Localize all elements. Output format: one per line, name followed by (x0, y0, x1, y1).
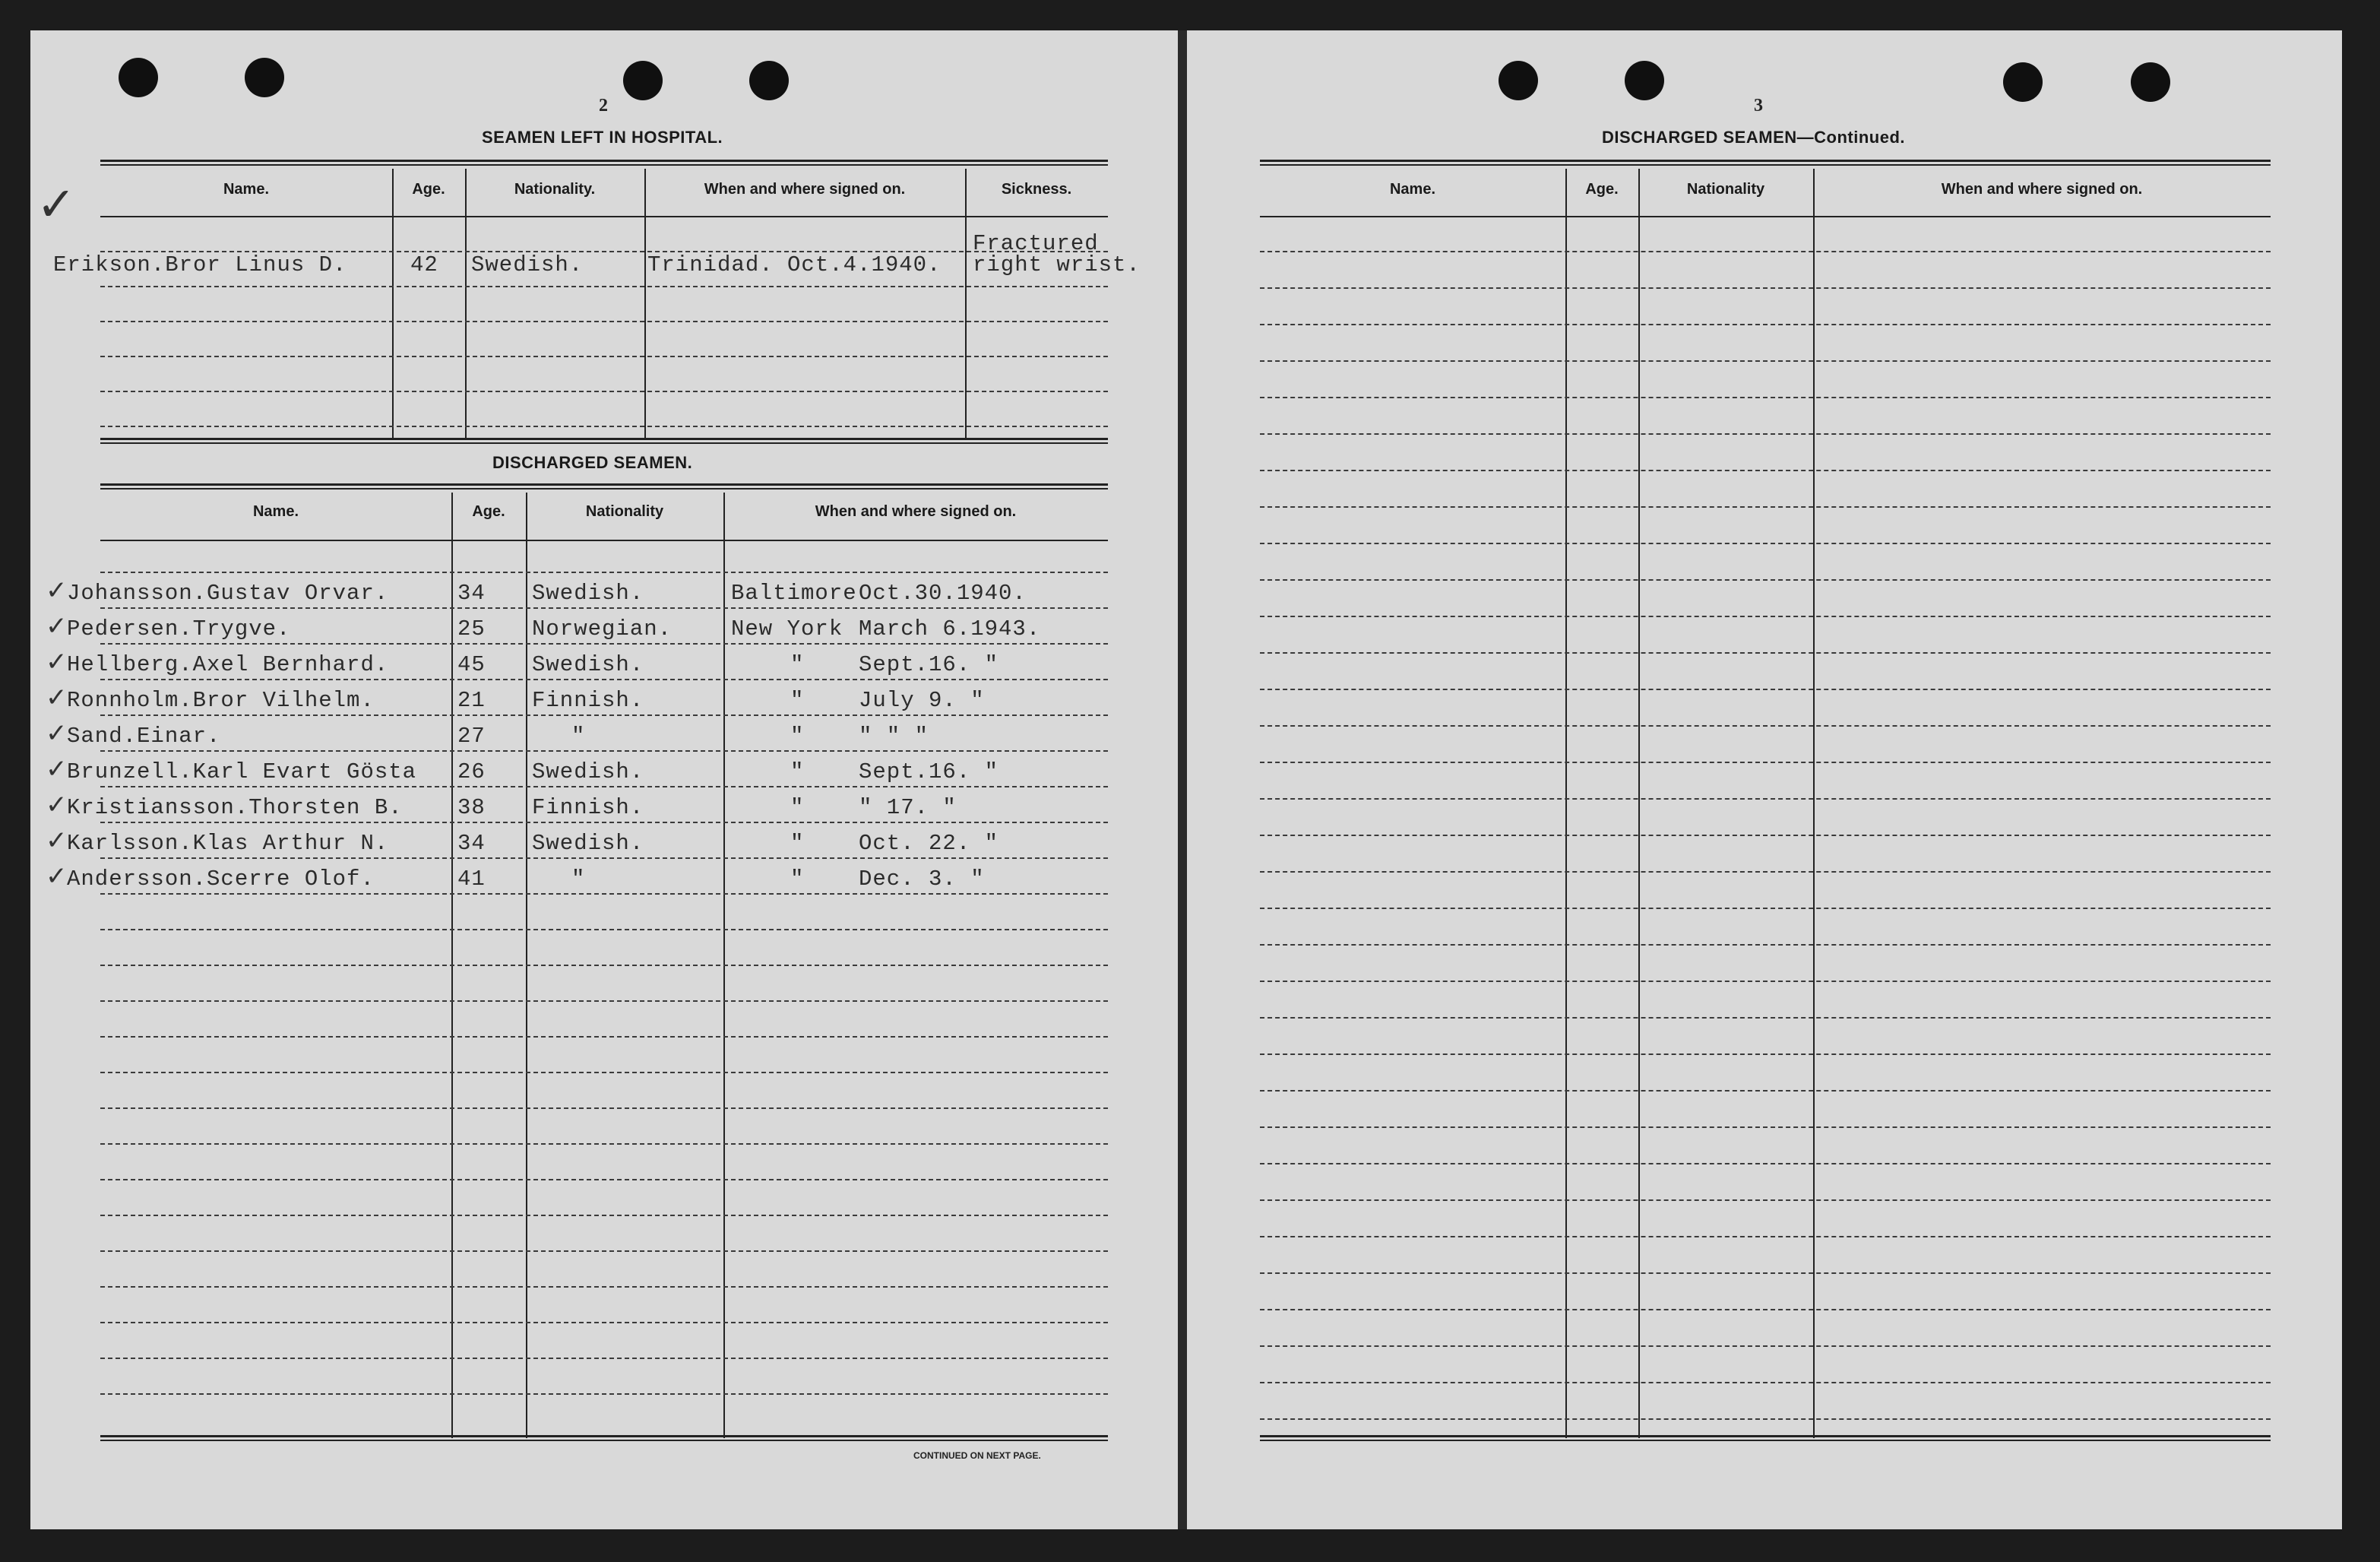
discharged-top-rule (100, 483, 1108, 490)
right-header-age: Age. (1585, 181, 1619, 198)
punch-hole (1625, 61, 1664, 100)
right-header-rule (1260, 216, 2271, 217)
hospital-entry-sickness: Fractured (973, 231, 1099, 256)
seaman-signed-on-place: " (790, 867, 805, 892)
check-mark: ✓ (46, 754, 68, 784)
ruled-line (100, 1143, 1108, 1145)
seaman-signed-on-date: March 6.1943. (859, 616, 1041, 642)
seaman-signed-on-date: Oct. 22. " (859, 831, 999, 856)
hospital-entry-name: Erikson.Bror Linus D. (53, 252, 347, 277)
seaman-signed-on-date: Sept.16. " (859, 652, 999, 677)
ruled-line (1260, 287, 2271, 289)
column-divider (1813, 169, 1815, 1438)
page-gutter (1178, 30, 1187, 1529)
ruled-line (1260, 543, 2271, 544)
ruled-line (1260, 579, 2271, 581)
ruled-line (100, 1215, 1108, 1216)
hospital-bottom-rule (100, 438, 1108, 444)
seaman-age: 26 (457, 759, 486, 784)
seaman-name: Brunzell.Karl Evart Gösta (67, 759, 417, 784)
check-mark: ✓ (46, 825, 68, 856)
ruled-line (100, 965, 1108, 966)
ruled-line (1260, 1309, 2271, 1310)
ruled-line (100, 1358, 1108, 1359)
ruled-line (1260, 908, 2271, 909)
check-mark: ✓ (36, 176, 76, 232)
ruled-line (1260, 1017, 2271, 1019)
seaman-signed-on-date: " " " (859, 724, 929, 749)
hospital-entry-nationality: Swedish. (471, 252, 584, 277)
hospital-header-nationality: Nationality. (514, 181, 596, 198)
ruled-line (1260, 324, 2271, 325)
hospital-entry-signed-on: Trinidad. Oct.4.1940. (647, 252, 942, 277)
ruled-line (100, 607, 1108, 609)
discharged-header-nationality: Nationality (585, 503, 664, 520)
hospital-header-sickness: Sickness. (1001, 181, 1072, 198)
seaman-nationality: " (571, 867, 586, 892)
discharged-bottom-rule (100, 1435, 1108, 1441)
punch-hole (119, 58, 158, 97)
check-mark: ✓ (46, 861, 68, 892)
hospital-entry-age: 42 (410, 252, 438, 277)
ruled-line (1260, 1126, 2271, 1128)
seaman-signed-on-date: Oct.30.1940. (859, 581, 1027, 606)
ruled-line (100, 643, 1108, 645)
ruled-line (100, 1286, 1108, 1288)
ruled-line (100, 1107, 1108, 1109)
punch-hole (1499, 61, 1538, 100)
seaman-signed-on-date: " 17. " (859, 795, 957, 820)
seaman-nationality: Swedish. (532, 759, 644, 784)
ruled-line (1260, 1345, 2271, 1347)
seaman-name: Sand.Einar. (67, 724, 221, 749)
seaman-age: 21 (457, 688, 486, 713)
ruled-line (1260, 360, 2271, 362)
ruled-line (100, 893, 1108, 895)
ruled-line (1260, 616, 2271, 617)
discharged-header-signed-on: When and where signed on. (815, 503, 1017, 520)
ruled-line (100, 1179, 1108, 1180)
ruled-line (100, 679, 1108, 680)
ruled-line (1260, 1236, 2271, 1237)
seaman-signed-on-place: " (790, 759, 805, 784)
seaman-name: Andersson.Scerre Olof. (67, 867, 375, 892)
ruled-line (100, 426, 1108, 427)
ruled-line (1260, 835, 2271, 836)
punch-hole (245, 58, 284, 97)
seaman-signed-on-place: Baltimore (731, 581, 857, 606)
ruled-line (100, 822, 1108, 823)
seaman-name: Kristiansson.Thorsten B. (67, 795, 403, 820)
hospital-header-name: Name. (223, 181, 270, 198)
seaman-signed-on-place: " (790, 795, 805, 820)
seaman-signed-on-place: New York (731, 616, 843, 642)
ruled-line (1260, 1272, 2271, 1274)
ruled-line (1260, 689, 2271, 690)
ruled-line (1260, 433, 2271, 435)
seaman-name: Pedersen.Trygve. (67, 616, 291, 642)
seaman-signed-on-date: Dec. 3. " (859, 867, 985, 892)
right-bottom-rule (1260, 1435, 2271, 1441)
punch-hole (2003, 62, 2043, 102)
ruled-line (100, 286, 1108, 287)
ruled-line (1260, 981, 2271, 982)
check-mark: ✓ (46, 683, 68, 713)
seaman-nationality: Swedish. (532, 652, 644, 677)
seaman-age: 25 (457, 616, 486, 642)
ruled-line (100, 1072, 1108, 1073)
seaman-name: Johansson.Gustav Orvar. (67, 581, 389, 606)
ruled-line (1260, 725, 2271, 727)
left-page (30, 30, 1178, 1529)
seaman-signed-on-date: July 9. " (859, 688, 985, 713)
ruled-line (100, 321, 1108, 322)
ruled-line (1260, 1418, 2271, 1420)
check-mark: ✓ (46, 647, 68, 677)
check-mark: ✓ (46, 575, 68, 606)
column-divider (465, 169, 467, 439)
ruled-line (1260, 1163, 2271, 1164)
ruled-line (1260, 1382, 2271, 1383)
hospital-header-signed-on: When and where signed on. (704, 181, 906, 198)
ruled-line (1260, 397, 2271, 398)
punch-hole (2131, 62, 2170, 102)
continued-section-title: DISCHARGED SEAMEN—Continued. (1602, 128, 1905, 147)
right-top-rule (1260, 160, 2271, 166)
ruled-line (1260, 1053, 2271, 1055)
seaman-signed-on-date: Sept.16. " (859, 759, 999, 784)
ruled-line (100, 356, 1108, 357)
ruled-line (1260, 798, 2271, 800)
ruled-line (100, 1000, 1108, 1002)
seaman-signed-on-place: " (790, 724, 805, 749)
ruled-line (100, 1250, 1108, 1252)
seaman-nationality: Norwegian. (532, 616, 673, 642)
hospital-section-title: SEAMEN LEFT IN HOSPITAL. (482, 128, 723, 147)
seaman-name: Karlsson.Klas Arthur N. (67, 831, 389, 856)
page-number: 2 (599, 96, 608, 116)
ruled-line (100, 1393, 1108, 1395)
column-divider (644, 169, 646, 439)
seaman-age: 41 (457, 867, 486, 892)
punch-hole (623, 61, 663, 100)
ruled-line (1260, 1199, 2271, 1201)
hospital-header-rule (100, 216, 1108, 217)
hospital-header-age: Age. (412, 181, 445, 198)
column-divider (1565, 169, 1567, 1438)
seaman-nationality: Swedish. (532, 581, 644, 606)
continued-note: CONTINUED ON NEXT PAGE. (913, 1450, 1041, 1461)
seaman-age: 34 (457, 581, 486, 606)
seaman-signed-on-place: " (790, 652, 805, 677)
ruled-line (100, 1036, 1108, 1038)
ruled-line (100, 786, 1108, 787)
check-mark: ✓ (46, 611, 68, 642)
right-header-signed-on: When and where signed on. (1941, 181, 2143, 198)
seaman-nationality: Swedish. (532, 831, 644, 856)
ruled-line (1260, 871, 2271, 873)
right-page (1187, 30, 2342, 1529)
discharged-header-name: Name. (252, 503, 299, 520)
column-divider (965, 169, 967, 439)
ruled-line (1260, 652, 2271, 654)
discharged-section-title: DISCHARGED SEAMEN. (492, 453, 693, 472)
seaman-nationality: " (571, 724, 586, 749)
right-header-name: Name. (1389, 181, 1436, 198)
ruled-line (100, 857, 1108, 859)
ruled-line (100, 714, 1108, 716)
ruled-line (1260, 762, 2271, 763)
discharged-header-rule (100, 540, 1108, 541)
hospital-top-rule (100, 160, 1108, 166)
ruled-line (1260, 251, 2271, 252)
ruled-line (100, 572, 1108, 573)
column-divider (392, 169, 394, 439)
ruled-line (1260, 1090, 2271, 1091)
seaman-signed-on-place: " (790, 831, 805, 856)
check-mark: ✓ (46, 790, 68, 820)
column-divider (1638, 169, 1640, 1438)
ruled-line (100, 750, 1108, 752)
hospital-entry-sickness: right wrist. (973, 252, 1141, 277)
punch-hole (749, 61, 789, 100)
discharged-header-age: Age. (472, 503, 505, 520)
ruled-line (1260, 470, 2271, 471)
check-mark: ✓ (46, 718, 68, 749)
seaman-age: 45 (457, 652, 486, 677)
page-number: 3 (1754, 96, 1763, 116)
ruled-line (1260, 506, 2271, 508)
ruled-line (100, 391, 1108, 392)
ruled-line (1260, 944, 2271, 946)
ruled-line (100, 1322, 1108, 1323)
right-header-nationality: Nationality (1686, 181, 1765, 198)
seaman-nationality: Finnish. (532, 795, 644, 820)
ruled-line (100, 929, 1108, 930)
seaman-name: Ronnholm.Bror Vilhelm. (67, 688, 375, 713)
seaman-name: Hellberg.Axel Bernhard. (67, 652, 389, 677)
seaman-signed-on-place: " (790, 688, 805, 713)
seaman-age: 34 (457, 831, 486, 856)
seaman-nationality: Finnish. (532, 688, 644, 713)
seaman-age: 38 (457, 795, 486, 820)
seaman-age: 27 (457, 724, 486, 749)
